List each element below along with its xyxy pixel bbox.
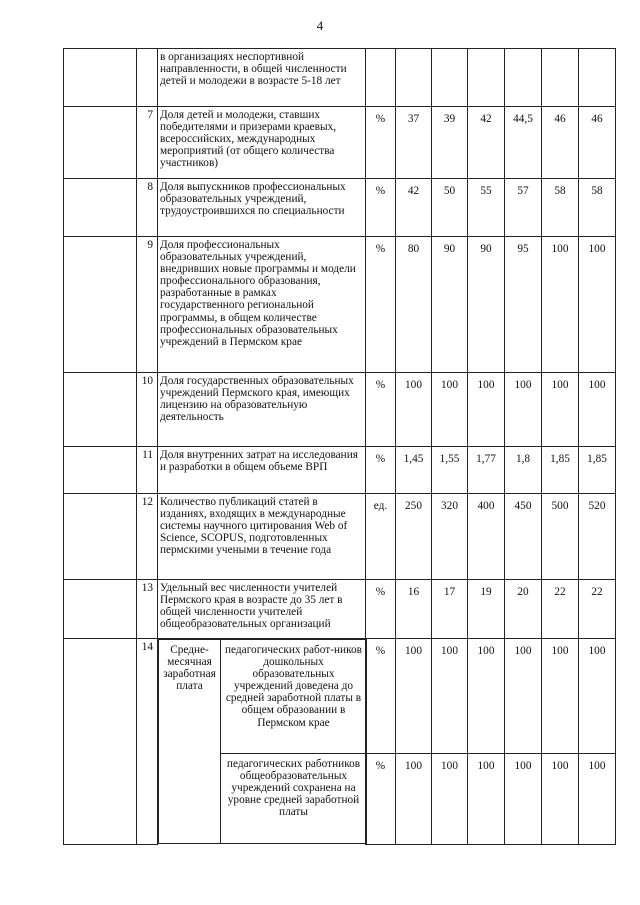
unit-cell [366,49,396,107]
value-cell: 500 [542,494,579,580]
value-cell: 100 [468,753,505,844]
row-number: 14 [137,639,158,845]
unit-cell: % [366,447,396,494]
row-number: 8 [137,179,158,237]
value-cell: 42 [396,179,432,237]
row-number: 9 [137,237,158,373]
sub-indicator-name: педагогических работ-ников дошкольных образовательных учреждений доведена до средней заработной платы в общем образовании в Пермском крае [221,640,367,754]
value-cell: 450 [505,494,542,580]
sub-indicator-name: педагогических работников общеобразовательных учреждений сохранена на уровне средней заработной платы [221,754,367,844]
value-cell: 16 [396,580,432,639]
value-cell: 100 [468,373,505,447]
unit-cell: % [366,179,396,237]
indicator-name: Количество публикаций статей в изданиях, входящих в международные системы научного цитирования Web of Science, SCOPUS, подготовленных пермскими учеными в течение года [158,494,366,580]
indicator-name: Доля выпускников профессиональных образовательных учреждений, трудоустроившихся по специальности [158,179,366,237]
row-number: 12 [137,494,158,580]
empty-cell [64,49,137,107]
value-cell: 1,45 [396,447,432,494]
value-cell: 90 [432,237,468,373]
value-cell: 58 [579,179,616,237]
indicators-table [63,48,616,845]
indicator-name: Доля внутренних затрат на исследования и разработки в общем объеме ВРП [158,447,366,494]
value-cell: 520 [579,494,616,580]
value-cell: 1,85 [579,447,616,494]
value-cell: 95 [505,237,542,373]
value-cell: 19 [468,580,505,639]
value-cell: 1,8 [505,447,542,494]
table-row [64,179,616,237]
value-cell: 320 [432,494,468,580]
unit-cell: % [366,237,396,373]
table-row [64,447,616,494]
value-cell: 100 [396,373,432,447]
empty-cell [64,580,137,639]
value-cell: 20 [505,580,542,639]
table-row [64,237,616,373]
empty-cell [64,494,137,580]
value-cell: 250 [396,494,432,580]
value-cell: 100 [505,753,542,844]
table-row [64,639,616,754]
value-cell: 90 [468,237,505,373]
empty-cell [64,373,137,447]
row-number: 13 [137,580,158,639]
indicator-name: Доля государственных образовательных учреждений Пермского края, имеющих лицензию на образовательную деятельность [158,373,366,447]
value-cell: 37 [396,107,432,179]
value-cell: 100 [432,373,468,447]
value-cell: 55 [468,179,505,237]
table-row [64,373,616,447]
value-cell [396,49,432,107]
value-cell: 39 [432,107,468,179]
value-cell: 100 [542,237,579,373]
value-cell: 100 [396,753,432,844]
value-cell: 100 [432,639,468,754]
value-cell: 100 [396,639,432,754]
salary-block [158,639,366,845]
value-cell: 46 [579,107,616,179]
indicator-name: в организациях неспортивной направленности, в общей численности детей и молодежи в возрасте 5-18 лет [158,49,366,107]
value-cell: 58 [542,179,579,237]
unit-cell: % [366,639,396,754]
value-cell: 1,85 [542,447,579,494]
value-cell: 1,77 [468,447,505,494]
salary-subtable [158,639,367,844]
value-cell: 100 [468,639,505,754]
value-cell: 100 [542,753,579,844]
value-cell [579,49,616,107]
value-cell: 100 [505,373,542,447]
table-row [64,494,616,580]
value-cell: 100 [579,237,616,373]
unit-cell: % [366,580,396,639]
empty-cell [64,237,137,373]
value-cell: 17 [432,580,468,639]
value-cell: 1,55 [432,447,468,494]
empty-cell [64,639,137,845]
unit-cell: % [366,373,396,447]
value-cell: 57 [505,179,542,237]
unit-cell: % [366,107,396,179]
indicator-name: Удельный вес численности учителей Пермского края в возрасте до 35 лет в общей численности учителей общеобразовательных организаций [158,580,366,639]
value-cell: 400 [468,494,505,580]
unit-cell: ед. [366,494,396,580]
value-cell: 100 [579,639,616,754]
table-row [64,49,616,107]
value-cell [542,49,579,107]
value-cell: 42 [468,107,505,179]
indicator-name: Доля профессиональных образовательных учреждений, внедривших новые программы и модели профессионального образования, разработанные в рамках государственного региональной программы, в общем количестве профессиональных образовательных учреждений в Пермском крае [158,237,366,373]
table-row [64,107,616,179]
value-cell [505,49,542,107]
value-cell: 100 [579,373,616,447]
page-number: 4 [316,18,324,33]
value-cell: 46 [542,107,579,179]
value-cell: 44,5 [505,107,542,179]
value-cell: 100 [542,639,579,754]
value-cell: 100 [542,373,579,447]
empty-cell [64,179,137,237]
row-number: 7 [137,107,158,179]
row-number: 11 [137,447,158,494]
indicator-name: Доля детей и молодежи, ставших победителями и призерами краевых, всероссийских, международных мероприятий (от общего количества участников) [158,107,366,179]
value-cell: 100 [432,753,468,844]
value-cell: 50 [432,179,468,237]
salary-label: Средне-месячная заработная плата [159,640,221,844]
empty-cell [64,447,137,494]
unit-cell: % [366,753,396,844]
value-cell: 100 [505,639,542,754]
value-cell [432,49,468,107]
empty-cell [64,107,137,179]
value-cell: 80 [396,237,432,373]
value-cell [468,49,505,107]
value-cell: 100 [579,753,616,844]
table-row [64,580,616,639]
value-cell: 22 [542,580,579,639]
value-cell: 22 [579,580,616,639]
row-number: 10 [137,373,158,447]
row-number [137,49,158,107]
